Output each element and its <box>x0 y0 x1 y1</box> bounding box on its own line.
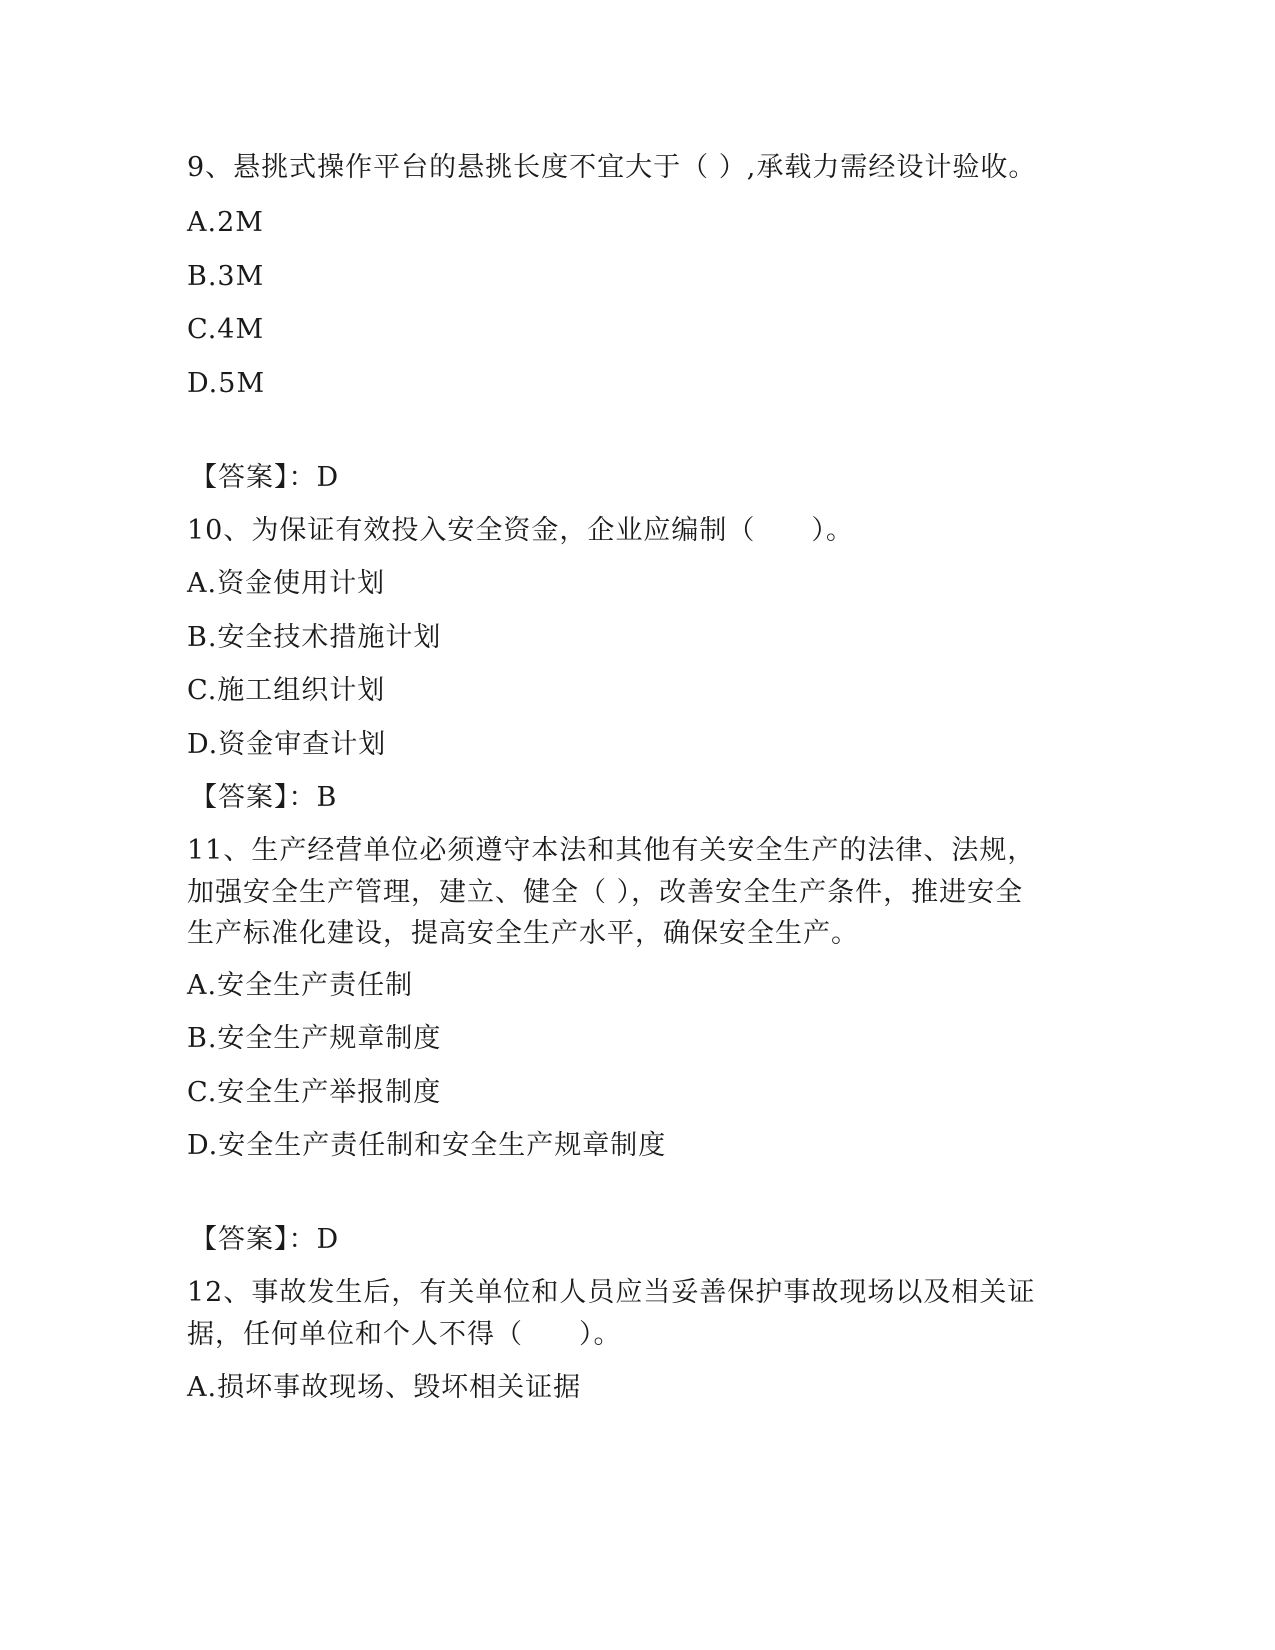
question-10-option-c: C.施工组织计划 <box>187 675 386 706</box>
question-10-option-d: D.资金审查计划 <box>187 729 387 760</box>
question-9-option-d: D.5M <box>187 368 266 399</box>
question-9-option-c: C.4M <box>187 314 265 345</box>
question-11-stem-line-3: 生产标准化建设，提高安全生产水平，确保安全生产。 <box>187 918 859 949</box>
question-10-option-b: B.安全技术措施计划 <box>187 622 442 653</box>
question-11-stem-line-2: 加强安全生产管理，建立、健全（ ），改善安全生产条件，推进安全 <box>187 877 1024 908</box>
question-11-option-b: B.安全生产规章制度 <box>187 1023 442 1054</box>
question-11-option-d: D.安全生产责任制和安全生产规章制度 <box>187 1130 667 1161</box>
question-12-option-a: A.损坏事故现场、毁坏相关证据 <box>187 1372 582 1403</box>
question-12-stem-line-2: 据，任何单位和个人不得（ ）。 <box>187 1319 622 1350</box>
question-12-stem-line-1: 12、事故发生后，有关单位和人员应当妥善保护事故现场以及相关证 <box>187 1277 1036 1308</box>
question-9-option-b: B.3M <box>187 261 265 292</box>
question-11-option-c: C.安全生产举报制度 <box>187 1077 442 1108</box>
question-10-answer: 【答案】：B <box>190 782 338 813</box>
question-11-option-a: A.安全生产责任制 <box>187 970 414 1001</box>
question-10-option-a: A.资金使用计划 <box>187 568 386 599</box>
question-9-answer: 【答案】：D <box>190 462 340 493</box>
question-11-answer: 【答案】：D <box>190 1224 340 1255</box>
question-11-stem-line-1: 11、生产经营单位必须遵守本法和其他有关安全生产的法律、法规， <box>187 835 1036 866</box>
question-10-stem: 10、为保证有效投入安全资金，企业应编制（ ）。 <box>187 515 854 546</box>
question-9-stem: 9、悬挑式操作平台的悬挑长度不宜大于（ ）,承载力需经设计验收。 <box>187 152 1037 183</box>
question-9-option-a: A.2M <box>187 207 264 238</box>
